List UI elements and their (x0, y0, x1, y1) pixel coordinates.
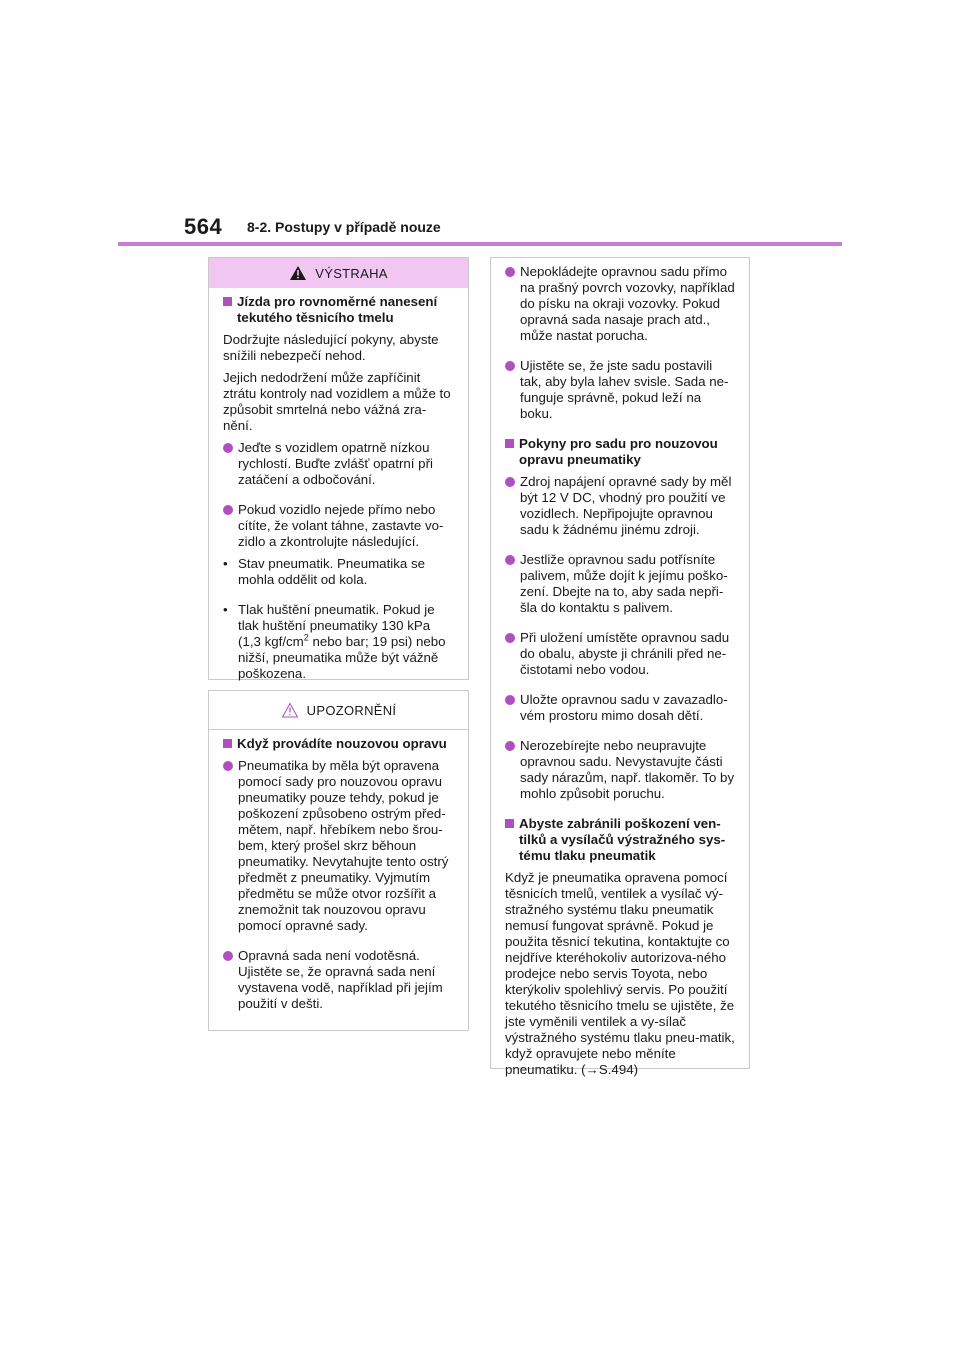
warning-sub-1: • Stav pneumatik. Pneumatika se mohla oddělit od kola. (223, 556, 454, 588)
right-bullet-3-text: Zdroj napájení opravné sady by měl být 12 V DC, vhodný pro použití ve vozidlech. Nepřipojujte opravnou sadu k žádnému jinému zdroji. (520, 474, 732, 537)
warning-box-title: VÝSTRAHA (315, 265, 388, 281)
right-bullet-7 (505, 738, 735, 802)
warning-sub-2-part-a: Tlak huštění pneumatik. Pokud je tlak huštění pneumatiky 130 kPa (1,3 kgf/cm (238, 602, 435, 649)
warning-sub-1-text: Stav pneumatik. Pneumatika se mohla oddělit od kola. (238, 556, 425, 587)
caution-heading (223, 736, 454, 752)
right-bullet-2 (505, 358, 735, 422)
warning-sub-2-part-b: nebo bar; 19 psi) nebo nižší, pneumatika může být vážně poškozena. (238, 634, 446, 681)
right-bullet-5-text: Při uložení umístěte opravnou sadu do obalu, abyste ji chránili před ne-čistotami nebo vodou. (520, 630, 730, 677)
bullet-dot-icon (505, 477, 515, 487)
warning-sub-2-text (238, 602, 454, 682)
right-bullet-4 (505, 552, 735, 616)
right-bullet-6 (505, 692, 735, 724)
right-bullet-1 (505, 264, 735, 344)
warning-bullet-1 (223, 440, 454, 488)
page-number: 564 (184, 214, 223, 239)
warning-bullet-1-text: Jeďte s vozidlem opatrně nízkou rychlostí. Buďte zvlášť opatrní při zatáčení a odbočování. (238, 440, 433, 487)
right-bullet-3 (505, 474, 735, 538)
square-marker-icon (505, 439, 514, 448)
caution-box-header (209, 691, 468, 730)
caution-bullet-2 (223, 948, 454, 1012)
header-rule (118, 242, 842, 246)
caution-heading-text: Když provádíte nouzovou opravu (237, 736, 447, 751)
warning-bullet-2-text: Pokud vozidlo nejede přímo nebo cítíte, že volant táhne, zastavte vo-zidlo a zkontrolujte následující. (238, 502, 444, 549)
warning-sub-2: • Tlak huštění pneumatik. Pokud je tlak huštění pneumatiky 130 kPa (1,3 kgf/$cm^2$ nebo bar; 19 psi) nebo nižší, pneumatika může být vážně poškozena. (223, 602, 454, 682)
warning-para-2: Jejich nedodržení může zapříčinit ztrátu kontroly nad vozidlem a může to způsobit smrtelná nebo vážná zra-nění. (223, 370, 451, 433)
caution-triangle-icon (281, 702, 299, 718)
section-title: 8-2. Postupy v případě nouze (247, 219, 441, 235)
bullet-dot-icon (223, 505, 233, 515)
caution-box (208, 690, 469, 1031)
caution-bullet-2-text: Opravná sada není vodotěsná. Ujistěte se, že opravná sada není vystavena vodě, například při jejím použití v dešti. (238, 948, 443, 1011)
warning-box-header (209, 258, 468, 288)
right-heading-1-text: Pokyny pro sadu pro nouzovou opravu pneumatiky (519, 436, 718, 467)
superscript-2: 2 (303, 632, 309, 643)
caution-bullet-1-text: Pneumatika by měla být opravena pomocí sady pro nouzovou opravu pneumatiky pouze tehdy, pokud je poškození způsobeno ostrým před-mětem, např. hřebíkem nebo šrou-bem, který prošel skrz běhoun pneumatiky. Nevytahujte tento ostrý předmět z pneumatiky. Vyjmutím předmětu se může otvor rozšířit a znemožnit tak nouzovou opravu pomocí opravné sady. (238, 758, 449, 933)
right-bullet-6-text: Uložte opravnou sadu v zavazadlo-vém prostoru mimo dosah dětí. (520, 692, 728, 723)
bullet-dot-icon (505, 633, 515, 643)
right-bullet-1-text: Nepokládejte opravnou sadu přímo na prašný povrch vozovky, například do písku na okraji vozovky. Pokud opravná sada nasaje prach atd., může nastat porucha. (520, 264, 735, 343)
right-heading-2-text: Abyste zabránili poškození ven-tilků a vysílačů výstražného sys-tému tlaku pneumatik (519, 816, 726, 863)
warning-triangle-icon (289, 265, 307, 281)
bullet-dot-icon (223, 443, 233, 453)
page-header (0, 0, 960, 250)
bullet-dot-icon (223, 761, 233, 771)
right-bullet-7-text: Nerozebírejte nebo neupravujte opravnou sadu. Nevystavujte části sady nárazům, např. tlakoměr. To by mohlo způsobit poruchu. (520, 738, 735, 801)
right-heading-2 (505, 816, 735, 864)
bullet-dot-icon (505, 555, 515, 565)
caution-box-continued (490, 257, 750, 1077)
bullet-dot-icon (505, 267, 515, 277)
bullet-dot-icon (505, 361, 515, 371)
bullet-dot-icon (505, 741, 515, 751)
right-para: Když je pneumatika opravena pomocí těsnicích tmelů, ventilek a vysílač vý-stražného systému tlaku pneumatik nemusí fungovat správně. Pokud je použita těsnicí tekutina, kontaktujte co nejdříve kteréhokoliv autorizova-ného prodejce nebo servis Toyota, nebo kterýkoliv spolehlivý servis. Po použití tekutého těsnicího tmelu se ujistěte, že jste vyměnili ventilek a vy-sílač výstražného systému tlaku pneu-matik, když opravujete nebo měníte pneumatiku. (→S.494) (505, 870, 735, 1077)
warning-para-1: Dodržujte následující pokyny, abyste snížili nebezpečí nehod. (223, 332, 439, 363)
bullet-dot-icon (505, 695, 515, 705)
right-bullet-2-text: Ujistěte se, že jste sadu postavili tak, aby byla lahev svisle. Sada ne-funguje správně, pokud leží na boku. (520, 358, 729, 421)
warning-heading (223, 294, 454, 326)
square-marker-icon (223, 739, 232, 748)
warning-box (208, 257, 469, 680)
caution-bullet-1 (223, 758, 454, 934)
warning-heading-text: Jízda pro rovnoměrné nanesení tekutého těsnicího tmelu (237, 294, 438, 325)
square-marker-icon (505, 819, 514, 828)
caution-box-title: UPOZORNĚNÍ (306, 702, 397, 718)
bullet-dot-icon (223, 951, 233, 961)
right-heading-1 (505, 436, 735, 468)
right-bullet-5 (505, 630, 735, 678)
square-marker-icon (223, 297, 232, 306)
right-bullet-4-text: Jestliže opravnou sadu potřísníte palivem, může dojít k jejímu poško-zení. Dbejte na to, aby sada nepři-šla do kontaktu s palivem. (520, 552, 728, 615)
warning-bullet-2 (223, 502, 454, 550)
